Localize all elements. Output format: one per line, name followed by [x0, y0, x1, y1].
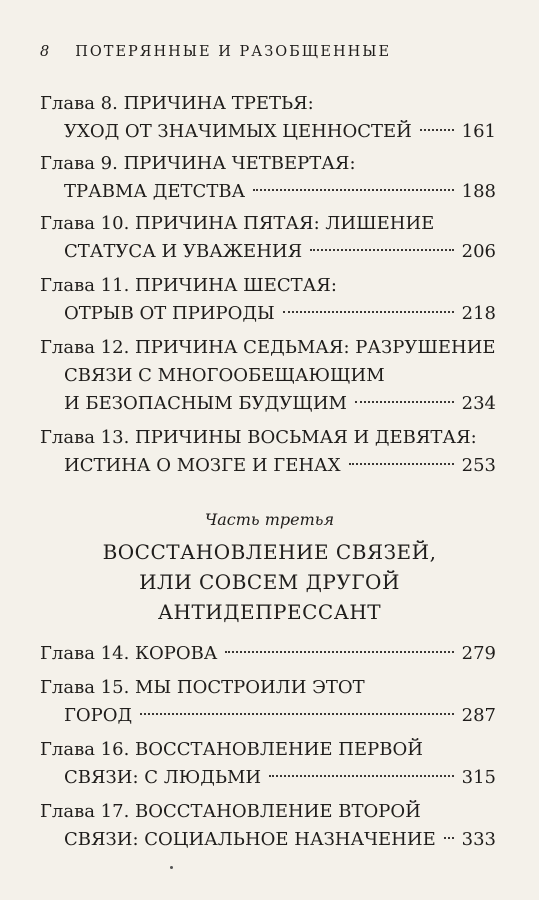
- dot-leader: [225, 651, 453, 653]
- toc-entry-continuation: СВЯЗИ: С ЛЮДЬМИ: [64, 767, 262, 788]
- toc-entry-ch12: [40, 334, 496, 418]
- running-title: ПОТЕРЯННЫЕ И РАЗОБЩЕННЫЕ: [75, 44, 392, 60]
- toc-entry-ch8: [40, 90, 496, 146]
- toc-entry-title: Глава 11. ПРИЧИНА ШЕСТАЯ:: [40, 275, 337, 296]
- print-speck: [170, 866, 173, 869]
- part-title: [0, 537, 539, 627]
- toc-page-number: 188: [461, 181, 496, 202]
- toc-entry-continuation: И БЕЗОПАСНЫМ БУДУЩИМ: [64, 393, 347, 414]
- toc-entry-ch17: [40, 798, 496, 854]
- toc-entry-continuation: УХОД ОТ ЗНАЧИМЫХ ЦЕННОСТЕЙ: [64, 121, 412, 142]
- part-title-line: ИЛИ СОВСЕМ ДРУГОЙ: [139, 570, 400, 594]
- toc-page-number: 333: [461, 829, 496, 850]
- toc-entry-ch10: [40, 210, 496, 266]
- toc-page-number: 315: [461, 767, 496, 788]
- page-number: 8: [40, 44, 50, 60]
- toc-page-number: 253: [461, 455, 496, 476]
- toc-entry-continuation: СВЯЗИ: СОЦИАЛЬНОЕ НАЗНАЧЕНИЕ: [64, 829, 436, 850]
- dot-leader: [420, 129, 454, 131]
- toc-entry-title: Глава 12. ПРИЧИНА СЕДЬМАЯ: РАЗРУШЕНИЕ: [40, 337, 496, 358]
- part-label: Часть третья: [204, 510, 335, 529]
- toc-entry-title: Глава 8. ПРИЧИНА ТРЕТЬЯ:: [40, 93, 314, 114]
- dot-leader: [253, 189, 453, 191]
- toc-entry-title: Глава 16. ВОССТАНОВЛЕНИЕ ПЕРВОЙ: [40, 739, 423, 760]
- dot-leader: [355, 401, 454, 403]
- toc-page-number: 218: [461, 303, 496, 324]
- toc-entry-ch16: [40, 736, 496, 792]
- toc-entry-title: Глава 14. КОРОВА: [40, 643, 218, 664]
- dot-leader: [140, 713, 453, 715]
- toc-entry-ch13: [40, 424, 496, 480]
- toc-page-number: 206: [461, 241, 496, 262]
- dot-leader: [349, 463, 454, 465]
- toc-entry-ch15: [40, 674, 496, 730]
- dot-leader: [283, 311, 454, 313]
- running-header: [40, 44, 391, 60]
- toc-entry-title: Глава 17. ВОССТАНОВЛЕНИЕ ВТОРОЙ: [40, 801, 421, 822]
- toc-entry-title: Глава 9. ПРИЧИНА ЧЕТВЕРТАЯ:: [40, 153, 356, 174]
- toc-page-number: 161: [461, 121, 496, 142]
- toc-page-number: 279: [461, 643, 496, 664]
- dot-leader: [269, 775, 454, 777]
- toc-page-number: 234: [461, 393, 496, 414]
- toc-entry-continuation: ТРАВМА ДЕТСТВА: [64, 181, 246, 202]
- toc-page-number: 287: [461, 705, 496, 726]
- toc-entry-title: Глава 15. МЫ ПОСТРОИЛИ ЭТОТ: [40, 677, 365, 698]
- part-title-line: ВОССТАНОВЛЕНИЕ СВЯЗЕЙ,: [102, 540, 437, 564]
- toc-entry-title: Глава 13. ПРИЧИНЫ ВОСЬМАЯ И ДЕВЯТАЯ:: [40, 427, 477, 448]
- toc-entry-continuation: СТАТУСА И УВАЖЕНИЯ: [64, 241, 303, 262]
- dot-leader: [310, 249, 454, 251]
- toc-entry-continuation: ОТРЫВ ОТ ПРИРОДЫ: [64, 303, 275, 324]
- toc-entry-ch9: [40, 150, 496, 206]
- dot-leader: [444, 837, 454, 839]
- toc-entry-continuation: ГОРОД: [64, 705, 133, 726]
- toc-entry-title: Глава 10. ПРИЧИНА ПЯТАЯ: ЛИШЕНИЕ: [40, 213, 435, 234]
- part-title-line: АНТИДЕПРЕССАНТ: [157, 600, 382, 624]
- toc-entry-ch11: [40, 272, 496, 328]
- toc-entry-ch14: [40, 640, 496, 668]
- toc-entry-title-line2: СВЯЗИ С МНОГООБЕЩАЮЩИМ: [64, 365, 385, 386]
- toc-entry-continuation: ИСТИНА О МОЗГЕ И ГЕНАХ: [64, 455, 341, 476]
